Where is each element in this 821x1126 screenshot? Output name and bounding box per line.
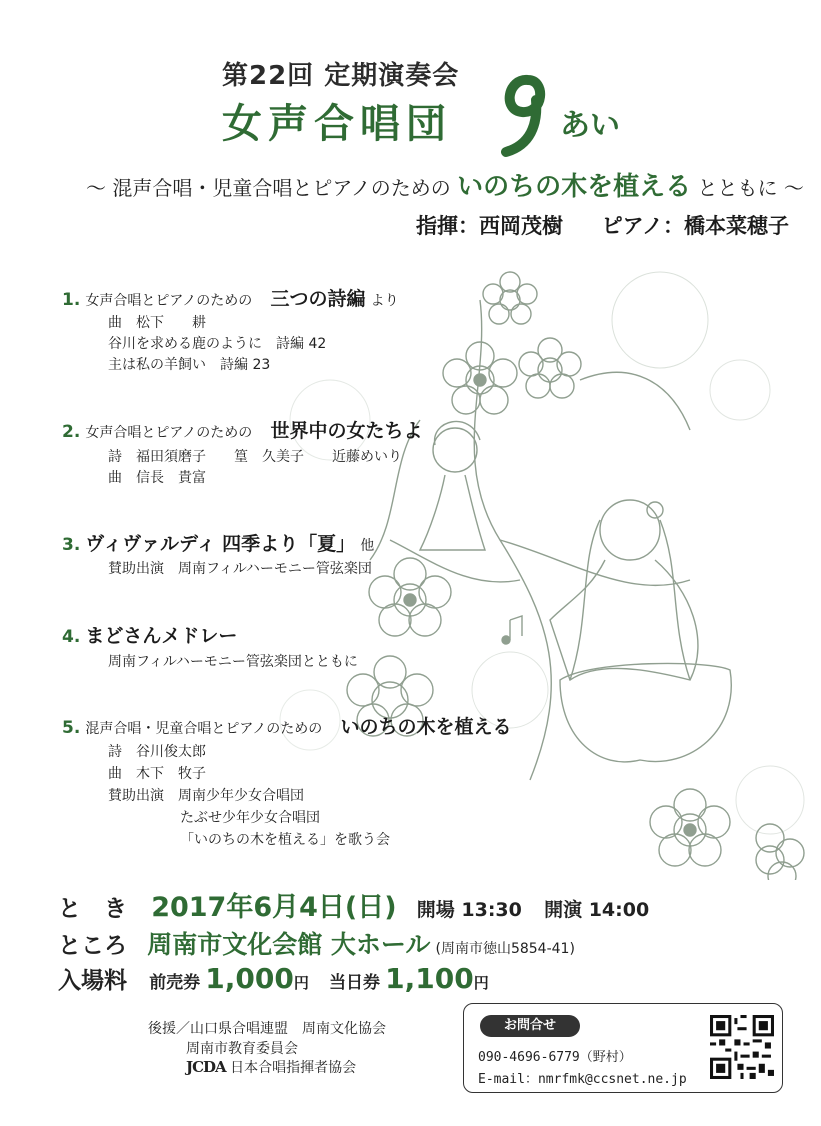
performers [416, 210, 789, 240]
where-label: ところ [58, 933, 127, 959]
program-line: 詩 谷川俊太郎 [108, 744, 206, 760]
program-prefix: 女声合唱とピアノのための [85, 425, 253, 441]
program-title: まどさんメドレー [85, 625, 238, 647]
when-label: と き [58, 896, 127, 922]
subtitle-suffix: とともに ～ [697, 176, 804, 200]
program-line: 詩 福田須磨子 篁 久美子 近藤めいり [108, 449, 402, 465]
program-title: ヴィヴァルディ 四季より「夏」 [85, 533, 356, 555]
venue-row [58, 925, 575, 961]
day-price: 1,100 [385, 962, 474, 995]
event-date: 2017年6月4日(日) [151, 892, 397, 923]
program-number: 4. [62, 627, 81, 647]
advance-price: 1,000 [205, 962, 294, 995]
subtitle-main: いのちの木を植える [457, 172, 692, 202]
admission-row [58, 962, 489, 995]
program-line: 曲 松下 耕 [108, 315, 206, 331]
program-line: 主は私の羊飼い 詩編 23 [108, 357, 271, 373]
program-item-1 [62, 284, 399, 311]
venue-address: (周南市徳山5854-41) [435, 941, 575, 957]
venue-name: 周南市文化会館 大ホール [147, 930, 431, 959]
qr-code-icon[interactable] [710, 1015, 774, 1079]
program-line: 周南フィルハーモニー管弦楽団とともに [108, 654, 358, 670]
subtitle-prefix: ～ 混声合唱・児童合唱とピアノのための [86, 176, 451, 200]
contact-email: E-mail：nmrfmk@ccsnet.ne.jp [478, 1072, 687, 1087]
start-time: 開演 14:00 [544, 899, 650, 921]
program-line: 曲 信長 貴富 [108, 470, 206, 486]
day-label: 当日券 [329, 973, 381, 993]
program-title: 三つの詩編 [270, 288, 366, 310]
program-number: 1. [62, 290, 81, 310]
advance-label: 前売券 [149, 973, 201, 993]
program-item-3 [62, 529, 374, 556]
program-line: 賛助出演 周南少年少女合唱団 [108, 788, 304, 804]
jcda-logo: JCDA [186, 1058, 226, 1076]
choir-logo-icon [488, 70, 558, 160]
choir-name: 女声合唱団 [222, 101, 452, 147]
yen-unit: 円 [473, 974, 489, 992]
program-line: 賛助出演 周南フィルハーモニー管弦楽団 [108, 561, 372, 577]
event-date-row [58, 885, 649, 924]
yen-unit: 円 [293, 974, 309, 992]
program-line: 「いのちの木を植える」を歌う会 [180, 832, 390, 848]
choir-name-suffix: あい [560, 108, 620, 143]
program-suffix: 他 [360, 538, 375, 554]
program-number: 5. [62, 718, 81, 738]
pianist: ピアノ：橋本菜穂子 [601, 214, 789, 238]
program-prefix: 女声合唱とピアノのための [85, 293, 253, 309]
sponsor-name: 日本合唱指揮者協会 [230, 1060, 357, 1076]
sponsor-line-jcda [186, 1057, 356, 1077]
program-item-4 [62, 621, 237, 648]
program-title: 世界中の女たちよ [270, 420, 423, 442]
program-line: 谷川を求める鹿のように 詩編 42 [108, 336, 327, 352]
conductor: 指揮：西岡茂樹 [416, 214, 563, 238]
program-suffix: より [370, 293, 399, 309]
fee-label: 入場料 [58, 968, 127, 994]
contact-phone: 090-4696-6779（野村） [478, 1050, 632, 1065]
sponsor-line: 周南市教育委員会 [186, 1041, 298, 1057]
doors-time: 開場 13:30 [416, 899, 522, 921]
concert-subtitle [86, 166, 804, 203]
sponsor-line: 後援／山口県合唱連盟 周南文化協会 [148, 1021, 386, 1037]
program-line: たぶせ少年少女合唱団 [180, 810, 320, 826]
program-title: いのちの木を植える [340, 716, 512, 738]
program-line: 曲 木下 牧子 [108, 766, 206, 782]
contact-badge: お問合せ [480, 1015, 580, 1037]
program-number: 3. [62, 535, 81, 555]
concert-edition: 第22回 定期演奏会 [222, 61, 460, 91]
program-number: 2. [62, 422, 81, 442]
program-prefix: 混声合唱・児童合唱とピアノのための [85, 721, 323, 737]
program-item-5 [62, 712, 511, 739]
program-item-2 [62, 416, 422, 443]
